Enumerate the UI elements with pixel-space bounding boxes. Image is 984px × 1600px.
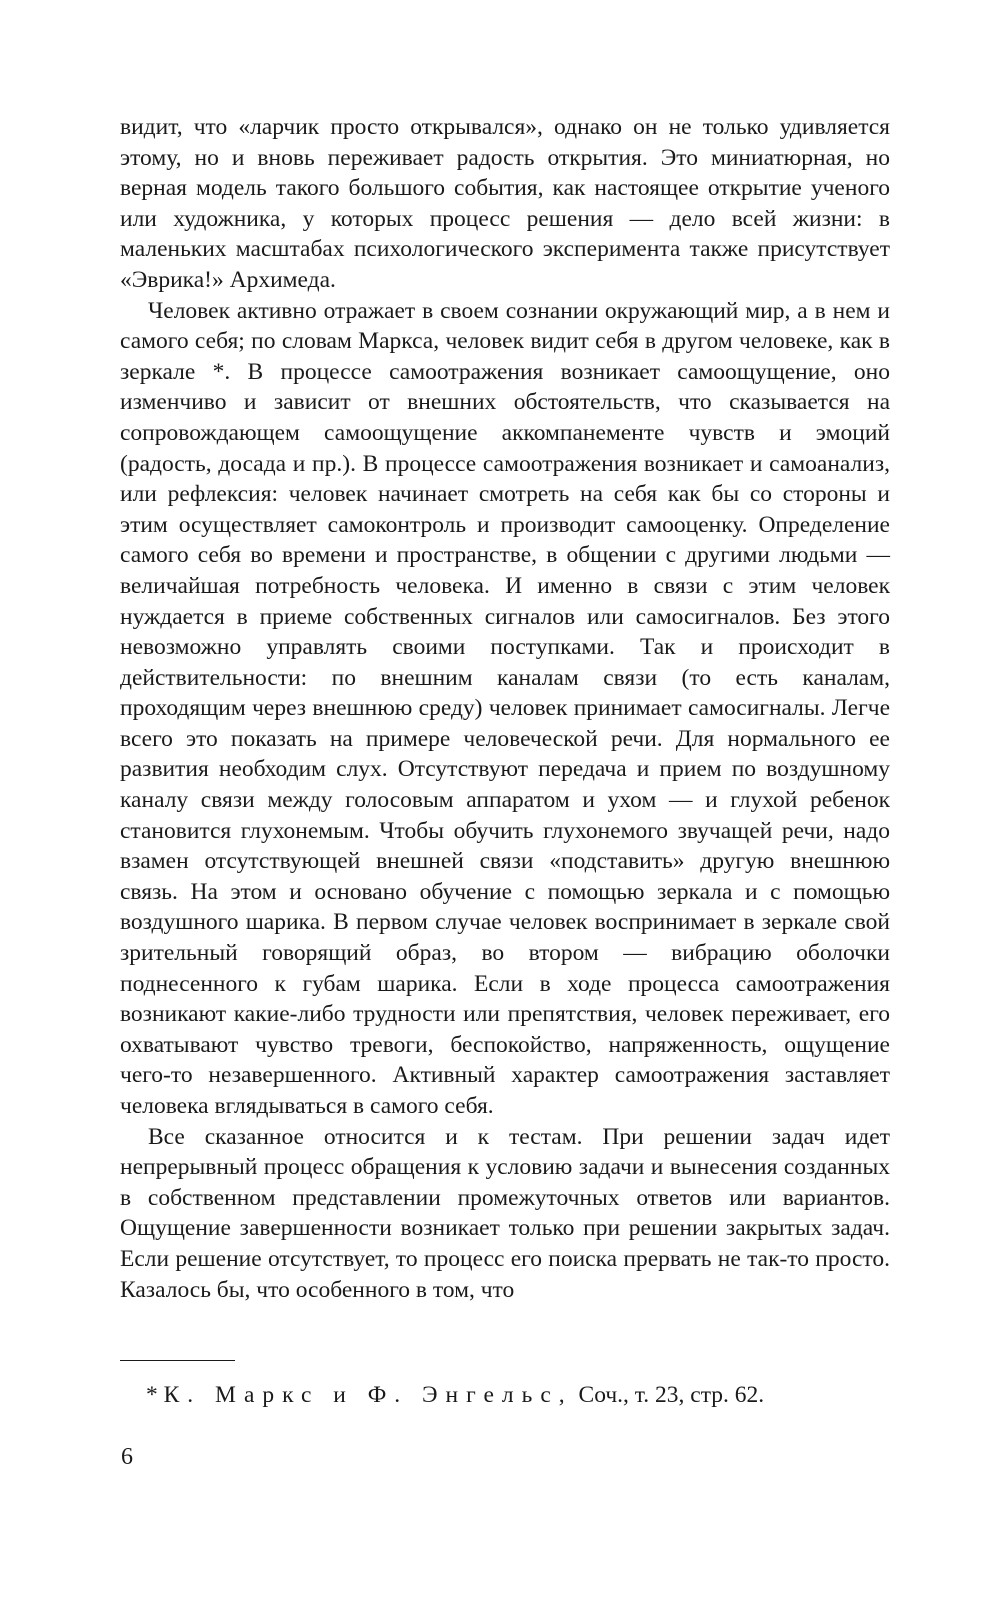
- paragraph-tests: Все сказанное относится и к тестам. При решении задач идет непрерывный процесс обращения к условию задачи и вынесения созданных в собственном представлении промежуточных ответов или вариантов. Ощущение завершенности возникает только при решении закрытых задач. Если решение отсутствует, то процесс его поиска прервать не так-то просто. Казалось бы, что особенного в том, что: [120, 1123, 890, 1303]
- footnote: [146, 1380, 764, 1410]
- paragraph-self-reflection: Человек активно отражает в своем сознании окружающий мир, а в нем и самого себя; по словам Маркса, человек видит себя в другом человеке, как в зеркале *. В процессе самоотражения возникает самоощущение, оно изменчиво и зависит от внешних обстоятельств, что сказывается на сопровождающем самоощущение аккомпанементе чувств и эмоций (радость, досада и пр.). В процессе самоотражения возникает и самоанализ, или рефлексия: человек начинает смотреть на себя как бы со стороны и этим осуществляет самоконтроль и производит самооценку. Определение самого себя во времени и пространстве, в общении с другими людьми — величайшая потребность человека. И именно в связи с этим человек нуждается в приеме собственных сигналов или самосигналов. Без этого невозможно управлять своими поступками. Так и происходит в действительности: по внешним каналам связи (то есть каналам, проходящим через внешнюю среду) человек принимает самосигналы. Легче всего это показать на примере человеческой речи. Для нормального ее развития необходим слух. Отсутствуют передача и прием по воздушному каналу связи между голосовым аппаратом и ухом — и глухой ребенок становится глухонемым. Чтобы обучить глухонемого звучащей речи, надо взамен отсутствующей внешней связи «подставить» другую внешнюю связь. На этом и основано обучение с помощью зеркала и с помощью воздушного шарика. В первом случае человек воспринимает в зеркале свой зрительный говорящий образ, во втором — вибрацию оболочки поднесенного к губам шарика. Если в ходе процесса самоотражения возникают какие-либо трудности или препятствия, человек переживает, его охватывают чувство тревоги, беспокойство, напряженность, ощущение чего-то незавершенного. Активный характер самоотражения заставляет человека вглядываться в самого себя.: [120, 297, 890, 1119]
- paragraph-continuation: видит, что «ларчик просто открывался», однако он не только удивляется этому, но и вновь переживает радость открытия. Это миниатюрная, но верная модель такого большого события, как настоящее открытие ученого или художника, у которых процесс решения — дело всей жизни: в маленьких масштабах психологического эксперимента также присутствует «Эврика!» Архимеда.: [120, 114, 890, 293]
- footnote-authors: К. Маркс и Ф. Энгельс,: [163, 1382, 573, 1408]
- footnote-marker: *: [146, 1382, 158, 1408]
- page-number: 6: [121, 1444, 133, 1470]
- footnote-source: Соч., т. 23, стр. 62.: [578, 1382, 765, 1408]
- body-text: [120, 112, 890, 1305]
- footnote-divider: [120, 1360, 235, 1361]
